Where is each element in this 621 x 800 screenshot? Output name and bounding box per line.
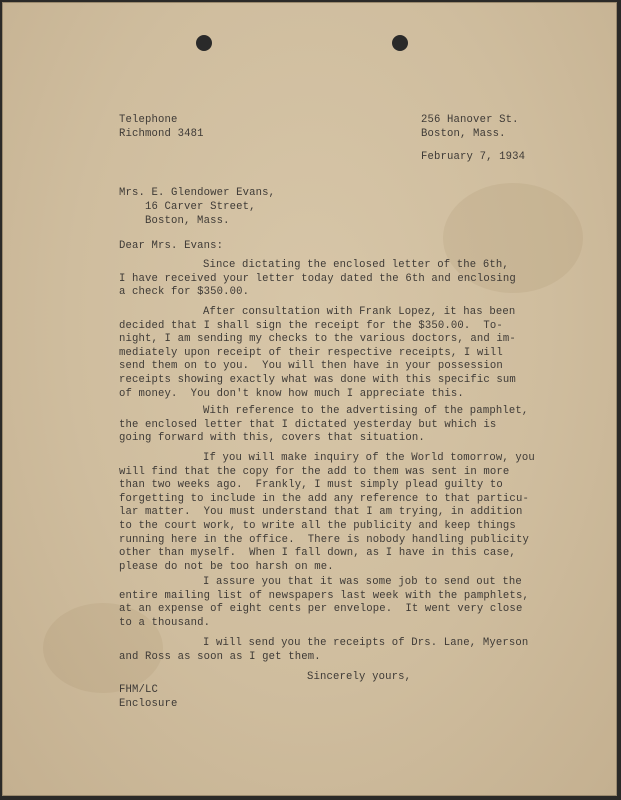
letterhead-city: Boston, Mass. bbox=[421, 128, 506, 140]
salutation: Dear Mrs. Evans: bbox=[119, 240, 224, 252]
reference-initials: FHM/LC bbox=[119, 684, 159, 696]
text-line: I have received your letter today dated the 6th and enclosing bbox=[119, 272, 516, 285]
text-line: a check for $350.00. bbox=[119, 286, 250, 299]
text-line: forgetting to include in the add any reference to that particu- bbox=[119, 492, 529, 505]
letter-date: February 7, 1934 bbox=[421, 151, 526, 163]
text-line: the enclosed letter that I dictated yesterday but which is bbox=[119, 418, 497, 431]
letterhead-phone-number: Richmond 3481 bbox=[119, 128, 204, 140]
text-line: receipts showing exactly what was done with this specific sum bbox=[119, 373, 516, 386]
paragraph bbox=[119, 637, 528, 664]
text-line: and Ross as soon as I get them. bbox=[119, 650, 321, 663]
punch-hole-right bbox=[392, 35, 408, 51]
text-line: than two weeks ago. Frankly, I must simply plead guilty to bbox=[119, 479, 503, 492]
text-line: Since dictating the enclosed letter of the 6th, bbox=[203, 259, 509, 271]
punch-hole-left bbox=[196, 35, 212, 51]
text-line: lar matter. You must understand that I am trying, in addition bbox=[119, 506, 523, 519]
recipient-street: 16 Carver Street, bbox=[145, 201, 256, 213]
text-line: mediately upon receipt of their respective receipts, I will bbox=[119, 346, 503, 359]
text-line: going forward with this, covers that situation. bbox=[119, 432, 425, 445]
text-line: please do not be too harsh on me. bbox=[119, 560, 334, 573]
text-line: running here in the office. There is nobody handling publicity bbox=[119, 533, 529, 546]
paragraph bbox=[119, 306, 516, 401]
recipient-name: Mrs. E. Glendower Evans, bbox=[119, 187, 276, 199]
closing: Sincerely yours, bbox=[307, 671, 412, 683]
enclosure-note: Enclosure bbox=[119, 698, 178, 710]
text-line: will find that the copy for the add to them was sent in more bbox=[119, 465, 510, 478]
paragraph bbox=[119, 405, 528, 446]
text-line: to the court work, to write all the publicity and keep things bbox=[119, 519, 516, 532]
text-line: entire mailing list of newspapers last week with the pamphlets, bbox=[119, 589, 529, 602]
paragraph bbox=[119, 259, 516, 300]
letterhead-street: 256 Hanover St. bbox=[421, 114, 519, 126]
text-line: other than myself. When I fall down, as I have in this case, bbox=[119, 547, 516, 560]
paragraph bbox=[119, 576, 529, 630]
text-line: With reference to the advertising of the pamphlet, bbox=[203, 405, 529, 417]
text-line: decided that I shall sign the receipt for the $350.00. To- bbox=[119, 319, 503, 332]
recipient-city: Boston, Mass. bbox=[145, 215, 230, 227]
text-line: I will send you the receipts of Drs. Lane, Myerson bbox=[203, 637, 529, 649]
text-line: night, I am sending my checks to the various doctors, and im- bbox=[119, 333, 516, 346]
text-line: After consultation with Frank Lopez, it has been bbox=[203, 306, 516, 318]
text-line: to a thousand. bbox=[119, 616, 211, 629]
text-line: I assure you that it was some job to send out the bbox=[203, 576, 522, 588]
text-line: at an expense of eight cents per envelope. It went very close bbox=[119, 603, 523, 616]
letterhead-telephone: Telephone bbox=[119, 114, 178, 126]
text-line: of money. You don't know how much I appreciate this. bbox=[119, 387, 464, 400]
paragraph bbox=[119, 452, 535, 574]
text-line: If you will make inquiry of the World tomorrow, you bbox=[203, 452, 535, 464]
letter-page bbox=[2, 2, 617, 796]
text-line: send them on to you. You will then have in your possession bbox=[119, 360, 503, 373]
